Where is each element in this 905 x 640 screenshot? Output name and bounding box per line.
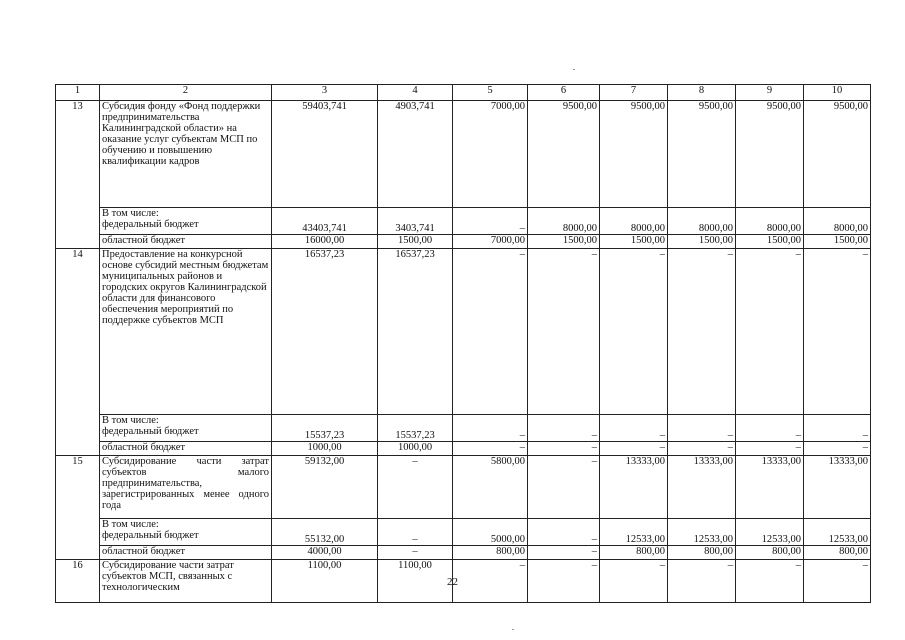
regional-amount-cell: – [736,442,804,456]
scan-speck [512,629,514,630]
regional-budget-row [56,546,871,560]
federal-amount-cell: 12533,00 [600,519,668,546]
federal-amount-cell: – [736,415,804,442]
regional-amount-cell: – [528,546,600,560]
federal-amount-cell: – [528,519,600,546]
regional-amount-cell: 800,00 [736,546,804,560]
amount-cell: – [804,560,871,603]
regional-budget-label: областной бюджет [100,442,272,456]
federal-amount-cell: 12533,00 [668,519,736,546]
amount-cell: 9500,00 [804,101,871,208]
federal-label: федеральный бюджет [102,426,199,437]
regional-amount-cell: 1500,00 [378,235,453,249]
amount-cell: 7000,00 [453,101,528,208]
header-row [56,85,871,101]
regional-budget-label: областной бюджет [100,546,272,560]
regional-amount-cell: 1500,00 [600,235,668,249]
amount-cell: – [378,456,453,519]
regional-amount-cell: 1000,00 [378,442,453,456]
federal-amount-cell: 3403,741 [378,208,453,235]
column-header: 4 [378,85,453,101]
federal-amount-cell: – [600,415,668,442]
federal-amount-cell: – [668,415,736,442]
amount-cell: 4903,741 [378,101,453,208]
including-label: В том числе: [102,415,159,426]
amount-cell: 16537,23 [378,249,453,415]
federal-label: федеральный бюджет [102,219,199,230]
federal-budget-label [100,519,272,546]
amount-cell: 59132,00 [272,456,378,519]
federal-amount-cell: 15537,23 [272,415,378,442]
column-header: 8 [668,85,736,101]
regional-amount-cell: 1500,00 [668,235,736,249]
amount-cell: – [600,560,668,603]
federal-amount-cell: 8000,00 [804,208,871,235]
amount-cell: 9500,00 [736,101,804,208]
federal-amount-cell: – [804,415,871,442]
amount-cell: – [528,456,600,519]
regional-amount-cell: 800,00 [600,546,668,560]
amount-cell: – [528,560,600,603]
federal-amount-cell: 8000,00 [736,208,804,235]
regional-amount-cell: – [528,442,600,456]
amount-cell: 9500,00 [668,101,736,208]
column-header: 10 [804,85,871,101]
amount-cell: 13333,00 [668,456,736,519]
regional-amount-cell: 800,00 [804,546,871,560]
row-number: 14 [56,249,100,456]
amount-cell: – [736,249,804,415]
amount-cell: – [804,249,871,415]
column-header: 6 [528,85,600,101]
table-row [56,101,871,208]
amount-cell: – [736,560,804,603]
federal-amount-cell: – [453,208,528,235]
table-row [56,456,871,519]
federal-budget-label [100,208,272,235]
regional-budget-row [56,235,871,249]
measure-name: Предоставление на конкурсной основе субсидий местным бюджетам муниципальных районов и городских округов Калининградской области для финансового обеспечения мероприятий по поддержке субъектов МСП [100,249,272,415]
federal-amount-cell: 12533,00 [804,519,871,546]
including-label: В том числе: [102,519,159,530]
amount-cell: – [668,560,736,603]
amount-cell: – [453,249,528,415]
federal-budget-row [56,415,871,442]
federal-budget-row [56,519,871,546]
regional-amount-cell: – [600,442,668,456]
budget-table [55,84,871,603]
amount-cell: – [600,249,668,415]
amount-cell: 1100,00 [272,560,378,603]
federal-amount-cell: 8000,00 [600,208,668,235]
column-header: 3 [272,85,378,101]
regional-amount-cell: – [378,546,453,560]
federal-amount-cell: – [453,415,528,442]
amount-cell: 16537,23 [272,249,378,415]
page-number: 22 [447,576,458,588]
amount-cell: 1100,00 [378,560,453,603]
amount-cell: 13333,00 [600,456,668,519]
regional-amount-cell: 800,00 [668,546,736,560]
column-header: 5 [453,85,528,101]
federal-budget-label [100,415,272,442]
amount-cell: 9500,00 [528,101,600,208]
federal-amount-cell: 12533,00 [736,519,804,546]
column-header: 7 [600,85,668,101]
federal-label: федеральный бюджет [102,530,199,541]
federal-amount-cell: 8000,00 [528,208,600,235]
amount-cell: – [528,249,600,415]
federal-amount-cell: 43403,741 [272,208,378,235]
including-label: В том числе: [102,208,159,219]
regional-amount-cell: 4000,00 [272,546,378,560]
table-row [56,249,871,415]
measure-name: Субсидирование части затрат субъектов МСП, связанных с технологическим [100,560,272,603]
amount-cell: 9500,00 [600,101,668,208]
regional-amount-cell: 1000,00 [272,442,378,456]
amount-cell: 5800,00 [453,456,528,519]
row-number: 16 [56,560,100,603]
regional-budget-row [56,442,871,456]
regional-amount-cell: 1500,00 [804,235,871,249]
row-number: 15 [56,456,100,560]
column-header: 1 [56,85,100,101]
amount-cell: 13333,00 [736,456,804,519]
regional-amount-cell: 1500,00 [736,235,804,249]
federal-amount-cell: 55132,00 [272,519,378,546]
federal-budget-row [56,208,871,235]
regional-amount-cell: 7000,00 [453,235,528,249]
amount-cell: 13333,00 [804,456,871,519]
federal-amount-cell: 8000,00 [668,208,736,235]
amount-cell: – [453,560,528,603]
regional-amount-cell: – [453,442,528,456]
regional-amount-cell: 16000,00 [272,235,378,249]
column-header: 2 [100,85,272,101]
federal-amount-cell: – [378,519,453,546]
regional-amount-cell: 1500,00 [528,235,600,249]
regional-amount-cell: 800,00 [453,546,528,560]
regional-amount-cell: – [668,442,736,456]
column-header: 9 [736,85,804,101]
amount-cell: 59403,741 [272,101,378,208]
regional-amount-cell: – [804,442,871,456]
measure-name: Субсидирование части затрат субъектов малого предпринимательства, зарегистрированных менее одного года [100,456,272,519]
amount-cell: – [668,249,736,415]
federal-amount-cell: 15537,23 [378,415,453,442]
scan-speck [573,69,575,70]
federal-amount-cell: 5000,00 [453,519,528,546]
row-number: 13 [56,101,100,249]
regional-budget-label: областной бюджет [100,235,272,249]
federal-amount-cell: – [528,415,600,442]
measure-name: Субсидия фонду «Фонд поддержки предпринимательства Калининградской области» на оказание услуг субъектам МСП по обучению и повышению квалификации кадров [100,101,272,208]
